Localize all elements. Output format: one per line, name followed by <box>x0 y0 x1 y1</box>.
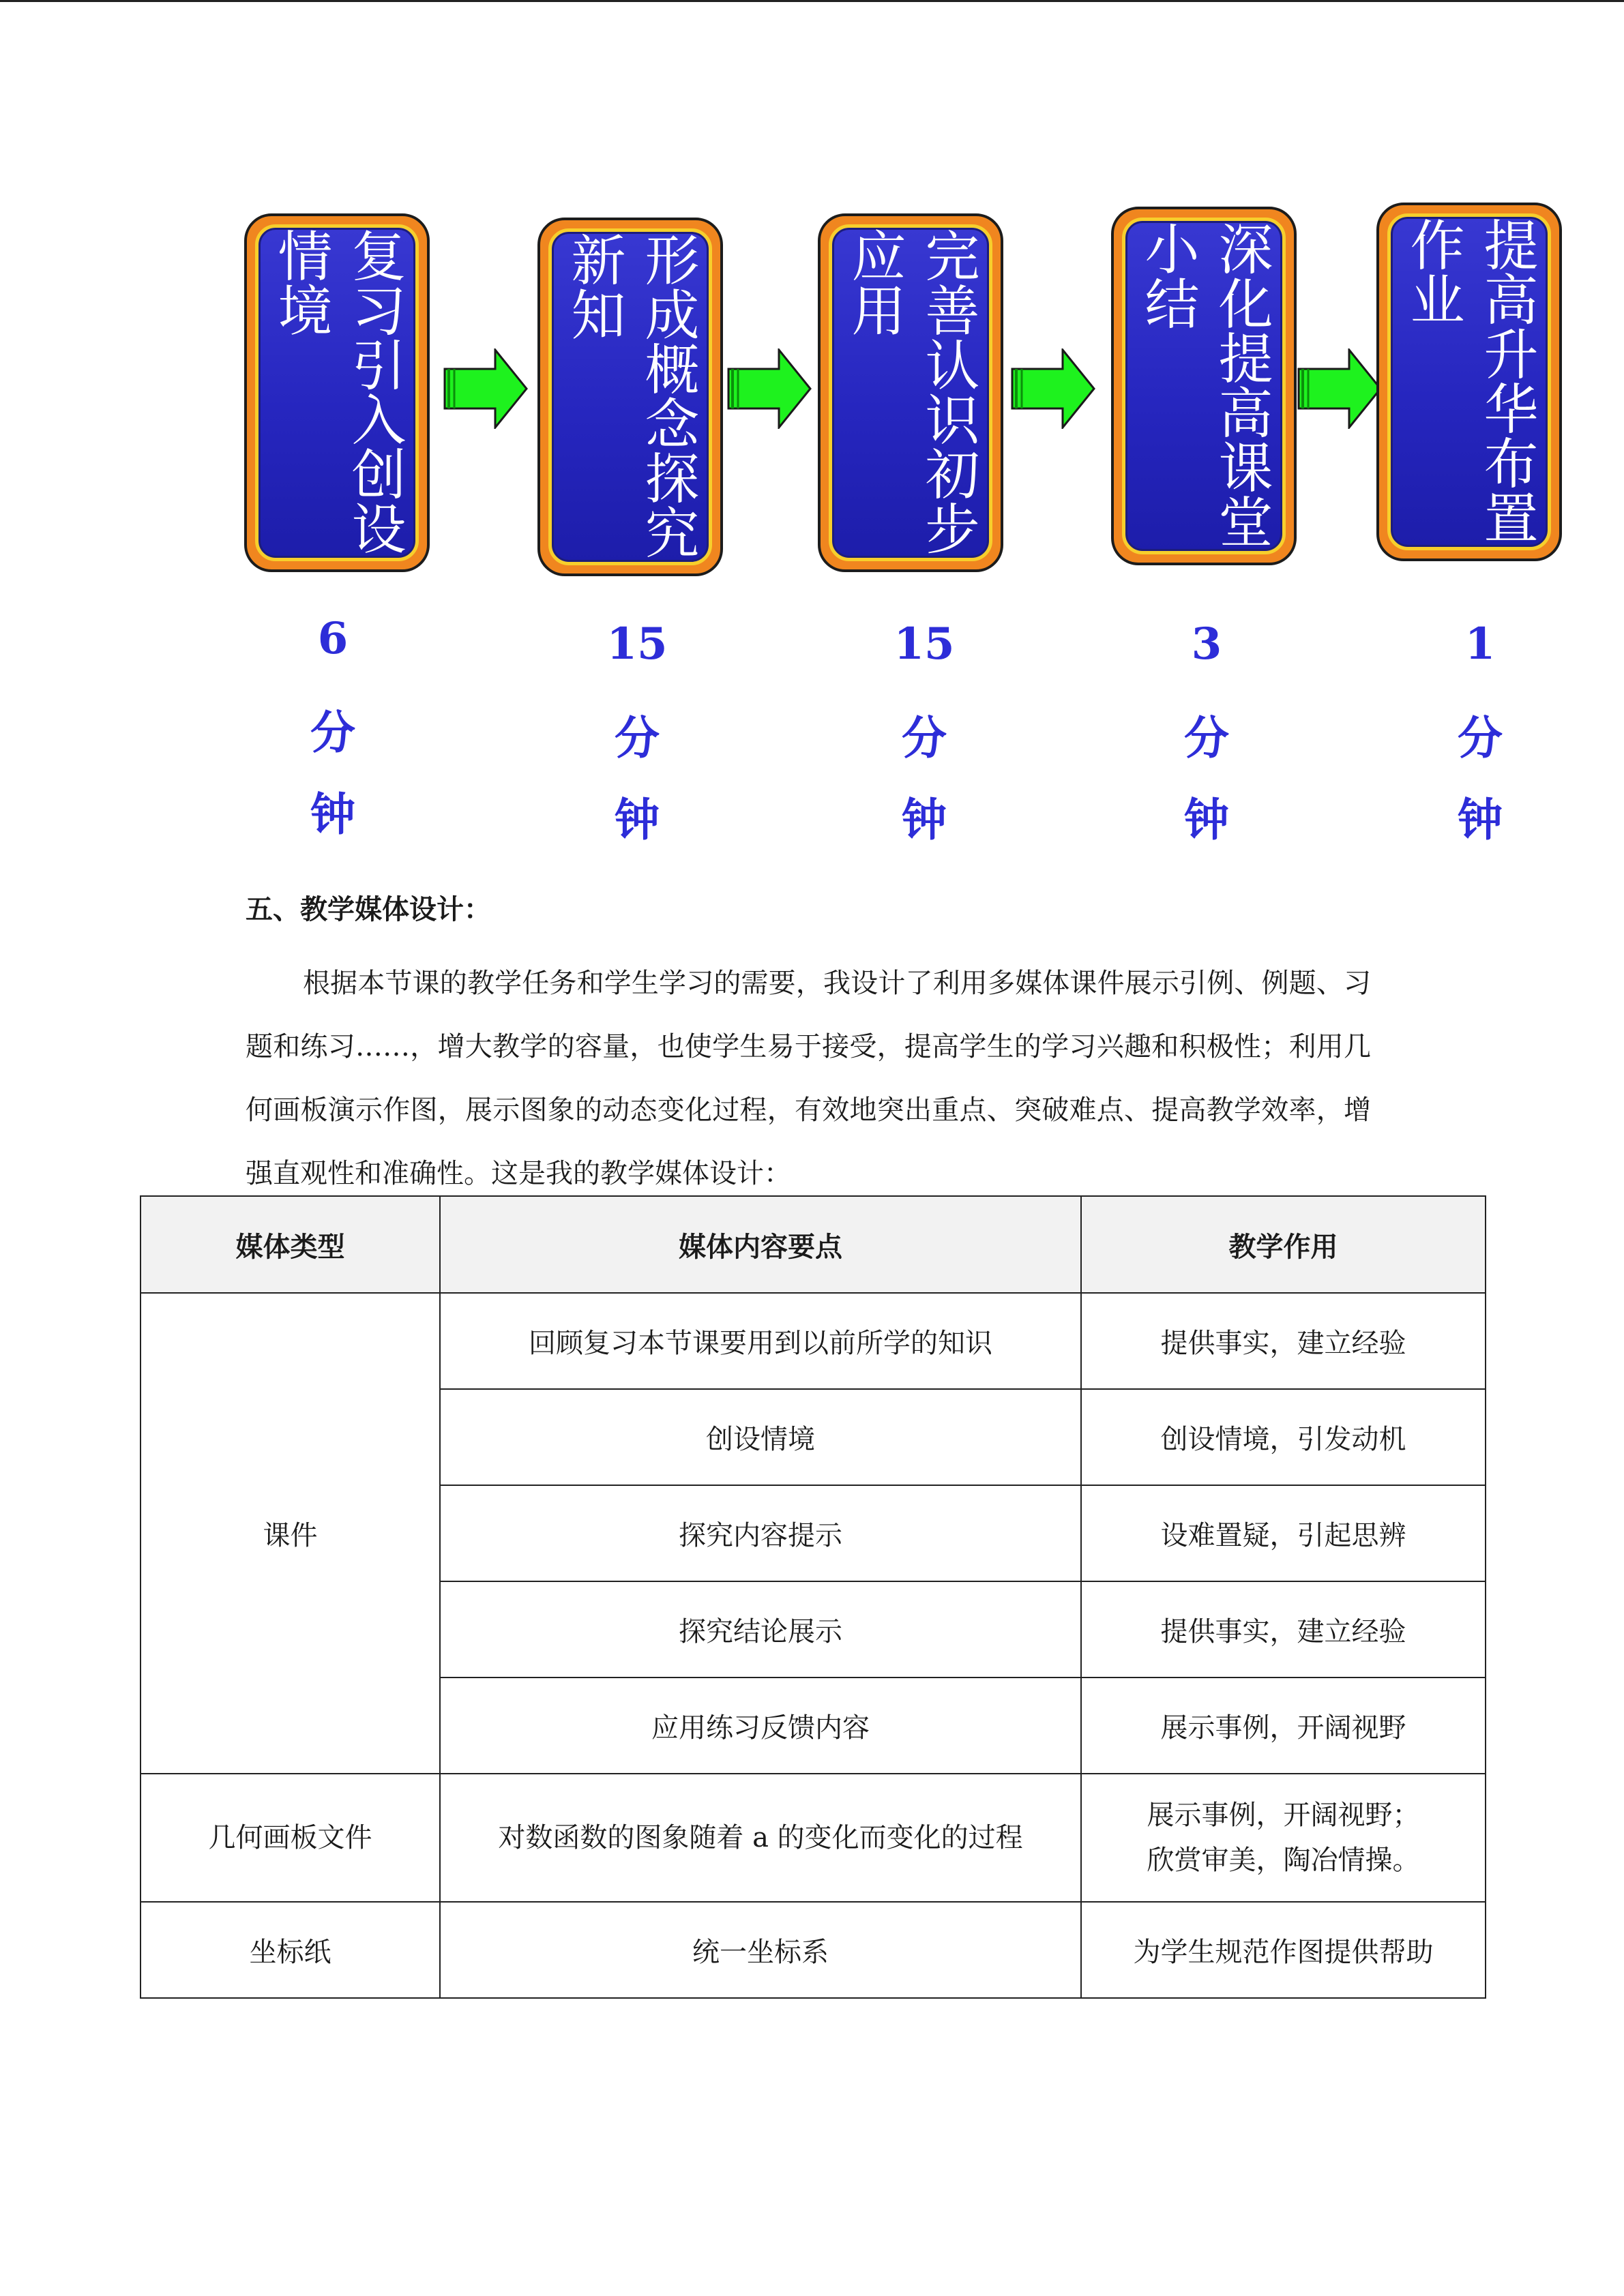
teaching-flow-diagram <box>0 0 1624 873</box>
header-teaching-role: 教学作用 <box>1081 1196 1486 1293</box>
table-row <box>141 1293 1486 1389</box>
section-heading: 五、教学媒体设计： <box>246 893 491 925</box>
media-type-coordinate-paper: 坐标纸 <box>141 1902 440 1998</box>
flow-step-4-duration <box>1159 618 1254 861</box>
flow-arrow-1 <box>443 348 528 429</box>
flow-step-3-duration <box>876 618 972 861</box>
teaching-role-line: 展示事例，开阔视野； <box>1147 1800 1420 1831</box>
flow-step-5-label: 提高升华布置作业 <box>1401 217 1538 544</box>
flow-step-3-panel <box>829 224 992 561</box>
media-type-geometry: 几何画板文件 <box>141 1774 440 1902</box>
flow-step-1-label: 复习引入创设情境 <box>269 228 406 555</box>
header-media-content: 媒体内容要点 <box>440 1196 1081 1293</box>
duration-unit: 分 <box>615 711 660 764</box>
media-content-cell: 统一坐标系 <box>440 1902 1081 1998</box>
flow-step-4 <box>1111 207 1297 565</box>
header-media-type: 媒体类型 <box>141 1196 440 1293</box>
duration-unit: 分 <box>310 706 355 759</box>
flow-step-1-duration <box>285 615 381 855</box>
duration-value: 1 <box>1464 618 1496 670</box>
duration-unit: 钟 <box>310 788 355 841</box>
media-content-cell: 对数函数的图象随着 a 的变化而变化的过程 <box>440 1774 1081 1902</box>
flow-step-5-panel <box>1387 213 1551 550</box>
flow-step-2 <box>537 218 723 576</box>
teaching-role-cell <box>1081 1774 1486 1902</box>
flow-step-3-label: 完善认识初步应用 <box>842 228 979 555</box>
flow-arrow-4 <box>1297 348 1382 429</box>
teaching-role-line: 欣赏审美，陶冶情操。 <box>1147 1845 1420 1876</box>
duration-unit: 分 <box>1184 711 1229 764</box>
media-type-courseware: 课件 <box>141 1293 440 1774</box>
duration-unit: 钟 <box>615 793 660 846</box>
media-content-cell: 回顾复习本节课要用到以前所学的知识 <box>440 1293 1081 1389</box>
duration-unit: 钟 <box>902 793 947 846</box>
duration-value: 15 <box>606 618 668 670</box>
media-content-cell: 应用练习反馈内容 <box>440 1678 1081 1774</box>
teaching-role-cell: 提供事实，建立经验 <box>1081 1293 1486 1389</box>
flow-step-5 <box>1376 203 1562 561</box>
teaching-role-cell: 提供事实，建立经验 <box>1081 1581 1486 1678</box>
media-content-cell: 创设情境 <box>440 1389 1081 1485</box>
duration-unit: 分 <box>1458 711 1503 764</box>
flow-arrow-3 <box>1011 348 1095 429</box>
duration-value: 15 <box>894 618 955 670</box>
flow-arrow-2 <box>727 348 812 429</box>
section-paragraph: 根据本节课的教学任务和学生学习的需要，我设计了利用多媒体课件展示引例、例题、习题和练习……，增大教学的容量，也使学生易于接受，提高学生的学习兴趣和积极性；利用几何画板演示作图，展示图象的动态变化过程，有效地突出重点、突破难点、提高教学效率，增强直观性和准确性。这是我的教学媒体设计： <box>246 968 1371 1189</box>
media-design-table <box>140 1195 1486 1999</box>
media-content-cell: 探究结论展示 <box>440 1581 1081 1678</box>
flow-step-3 <box>818 213 1003 572</box>
flow-step-2-label: 形成概念探究新知 <box>562 232 699 559</box>
duration-unit: 钟 <box>1184 793 1229 846</box>
teaching-role-cell: 创设情境，引发动机 <box>1081 1389 1486 1485</box>
flow-step-5-duration <box>1432 618 1528 861</box>
flow-step-4-panel <box>1122 218 1286 554</box>
teaching-role-cell: 设难置疑，引起思辨 <box>1081 1485 1486 1581</box>
media-content-cell: 探究内容提示 <box>440 1485 1081 1581</box>
duration-value: 3 <box>1191 618 1222 670</box>
duration-value: 6 <box>317 613 349 664</box>
flow-step-4-label: 深化提高课堂小结 <box>1136 221 1273 548</box>
flow-step-1-panel <box>255 224 419 561</box>
flow-step-2-duration <box>589 618 685 861</box>
flow-step-2-panel <box>548 228 712 565</box>
flow-step-1 <box>244 213 430 572</box>
table-header-row <box>141 1196 1486 1293</box>
teaching-role-cell: 为学生规范作图提供帮助 <box>1081 1902 1486 1998</box>
table-row <box>141 1902 1486 1998</box>
duration-unit: 分 <box>902 711 947 764</box>
table-row <box>141 1774 1486 1902</box>
duration-unit: 钟 <box>1458 793 1503 846</box>
teaching-role-cell: 展示事例，开阔视野 <box>1081 1678 1486 1774</box>
